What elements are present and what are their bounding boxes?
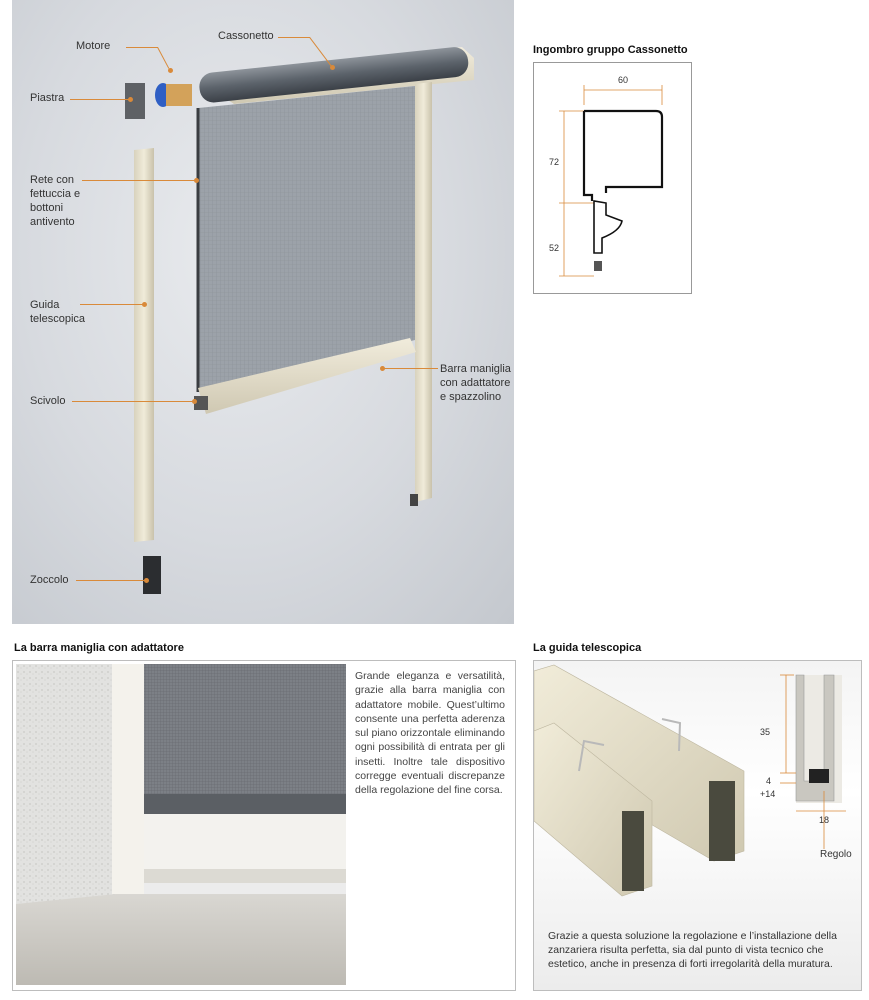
dim-bottom: 52 [549,243,560,253]
label-zoccolo: Zoccolo [30,574,69,586]
regolo-label: Regolo [820,849,852,860]
guide-section-title: La guida telescopica [533,642,642,654]
label-guida: Guida telescopica [30,299,86,325]
drawing-title: Ingombro gruppo Cassonetto [533,44,688,56]
label-motore: Motore [76,40,111,52]
guide-description: Grazie a questa soluzione la regolazione e l’installazione della zanzariera risulta perfetta, sia dal punto di vista tecnico che estetico, anche in presenza di forti irregolarità della muratura. [548,930,837,970]
zanzariera-exploded-view [12,0,514,624]
dim-4: 4 [766,776,772,786]
dim-18: 18 [819,815,830,825]
dim-35: 35 [760,727,771,737]
cassonetto-section-svg [534,63,691,293]
leader-motore [126,47,158,48]
dim-width: 60 [617,75,629,85]
dim-14: +14 [760,789,776,799]
zoccolo-part [143,556,161,594]
label-piastra: Piastra [30,92,65,104]
bar-photo [16,664,346,985]
telescopic-guide [134,148,154,542]
bar-section-title: La barra maniglia con adattatore [14,642,184,654]
label-scivolo: Scivolo [30,395,66,407]
bar-panel [12,660,516,991]
label-barra: Barra maniglia con adattatore e spazzolino [440,363,511,403]
mesh-panel [198,86,415,390]
motor-body [166,84,192,106]
hero-illustration [12,0,514,624]
label-cassonetto: Cassonetto [218,30,274,42]
cassonetto-drawing [533,62,692,294]
bar-description: Grande eleganza e versatilità, grazie alla barra maniglia con adattatore mobile. Quest’ultimo consente una perfetta aderenza sul piano orizzontale eliminando ogni possibilità di entrata per gli insetti. Inoltre tale dispositivo corregge eventuali discrepanze della regolazione del fine corsa. [355,670,505,797]
label-rete: Rete con fettuccia e bottoni antivento [30,174,81,228]
bar-photo-illustration [16,664,346,985]
right-rail [415,82,432,502]
guide-panel [533,660,862,991]
dim-top: 72 [549,157,560,167]
guide-illustration [534,661,861,921]
